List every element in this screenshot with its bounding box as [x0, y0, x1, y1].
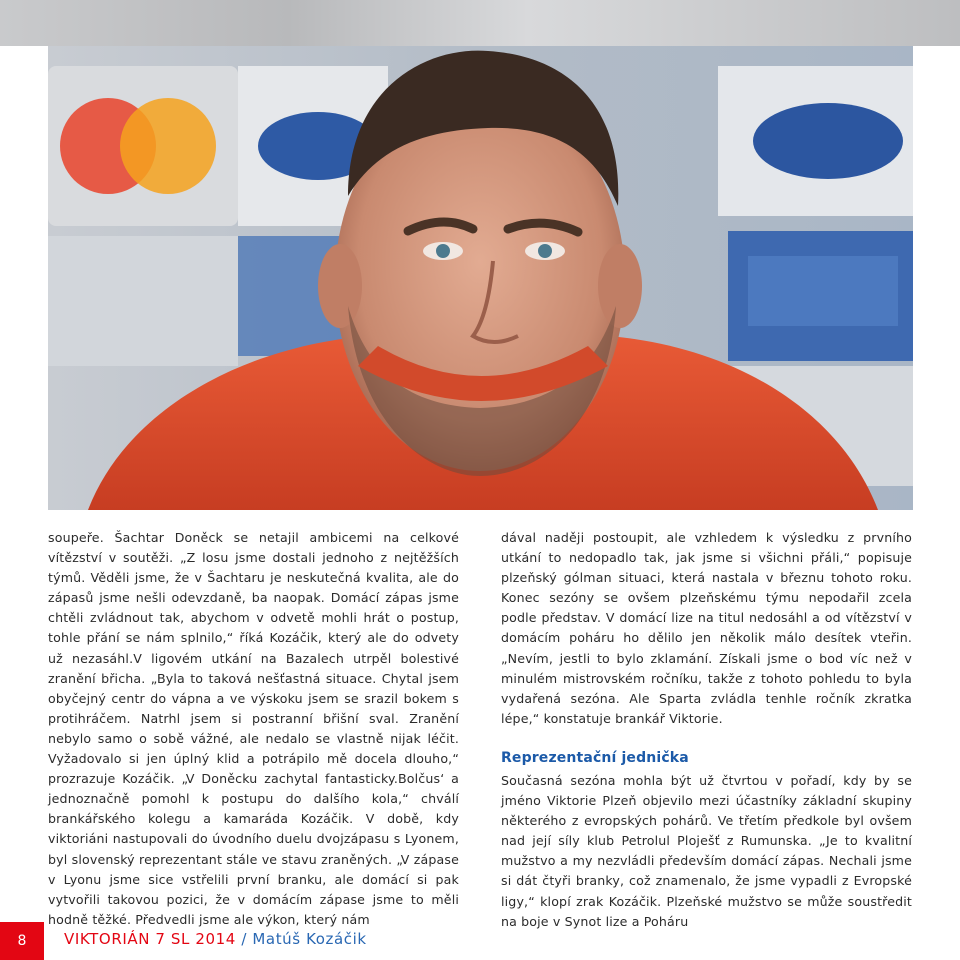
running-head-separator: / — [235, 930, 253, 948]
article-text-right-after: Současná sezóna mohla být už čtvrtou v pořadí, kdy by se jméno Viktorie Plzeň objevilo mezi účastníky základní skupiny některého z evropských pohárů. Ve třetím předkole byl ovšem nad její síly klub Petrolul Ploješť z Rumunska. „Je to kvalitní mužstvo a my nezvládli především domácí zápas. Nechali jsme si dát čtyři branky, což znamenalo, že jsme vypadli z Evropské ligy,“ klopí zrak Kozáčik. Plzeňské mužstvo se může soustředit na boje v Synot lize a Poháru — [501, 772, 912, 929]
page-footer — [0, 922, 960, 960]
header-band — [0, 0, 960, 46]
running-head — [64, 929, 367, 949]
portrait-illustration — [48, 46, 913, 510]
player-portrait-photo — [48, 46, 913, 510]
section-name: Matúš Kozáčik — [252, 930, 367, 948]
page-number: 8 — [0, 922, 44, 960]
article-text-right-intro: dával naději postoupit, ale vzhledem k výsledku z prvního utkání to nedopadlo tak, jak jsme si všichni přáli,“ popisuje plzeňský gólman situaci, která nastala v březnu tohoto roku. Konec sezóny se ovšem plzeňskému týmu nepodařil zcela podle představ. V domácí lize na titul nedosáhl a od vítězství v domácím poháru ho dělilo jen několik málo desítek vteřin. „Nevím, jestli to bylo zklamání. Získali jsme o bod víc než v minulém mistrovském ročníku, takže z tohoto pohledu to byla vydařená sezóna. Ale Sparta zvládla tenhle ročník zkratka lépe,“ konstatuje brankář Viktorie. — [501, 530, 912, 726]
article-column-right — [501, 528, 912, 932]
section-subheading: Reprezentační jednička — [501, 749, 689, 766]
article-column-left — [48, 528, 459, 930]
article-text-left: soupeře. Šachtar Doněck se netajil ambicemi na celkové vítězství v soutěži. „Z losu jsme dostali jednoho z nejtěžších týmů. Věděli jsme, že v Šachtaru je neskutečná kvalita, ale do zápasů jsme nešli odevzdaně, ba naopak. Domácí zápas jsme chtěli zvládnout tak, abychom v odvetě mohli hrát o postup, tohle přání se nám splnilo,“ říká Kozáčik, který ale do odvety už nezasáhl.V ligovém utkání na Bazalech utrpěl bolestivé zranění břicha. „Byla to taková nešťastná situace. Chytal jsem obyčejný centr do vápna a ve výskoku jsem se srazil bokem s protihráčem. Natrhl jsem si postranní břišní sval. Zranění nebylo samo o sobě vážné, ale nedalo se vlastně nijak léčit. Vyžadovalo si jen úplný klid a potrápilo mě docela dlouho,“ prozrazuje Kozáčik. „V Doněcku zachytal fantasticky.Bolčus‘ a jednoznačně pomohl k postupu do dalšího kola,“ chválí brankářského kolegu a kamaráda Kozáčik. V době, kdy viktoriáni nastupovali do úvodního duelu dvojzápasu s Lyonem, byl slovenský reprezentant stále ve stavu zraněných. „V zápase v Lyonu jsme sice vstřelili první branku, ale domácí si pak vytvořili takovou pozici, že v domácím zápase jsme to měli hodně těžké. Předvedli jsme ale výkon, který nám — [48, 530, 459, 927]
magazine-title: VIKTORIÁN 7 SL 2014 — [64, 930, 236, 948]
